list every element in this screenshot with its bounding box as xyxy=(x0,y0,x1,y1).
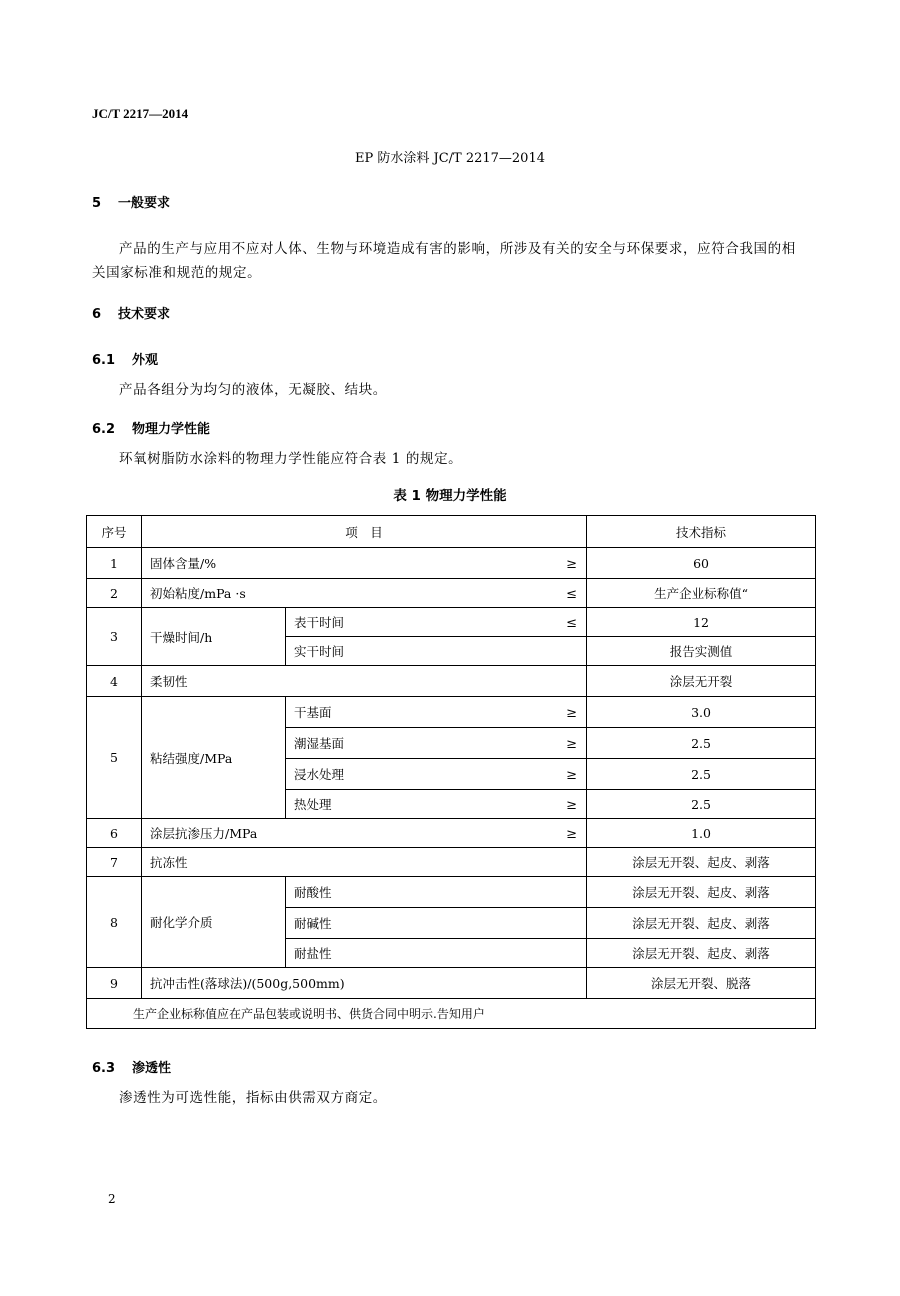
section-number: 6.3 xyxy=(92,1061,116,1076)
comparison-operator: ≥ xyxy=(566,827,578,842)
comparison-operator: ≥ xyxy=(566,798,578,813)
table-note-row xyxy=(87,999,816,1029)
section-6-3-body: 渗透性为可选性能，指标由供需双方商定。 xyxy=(119,1090,387,1106)
comparison-operator: ≥ xyxy=(566,706,578,721)
section-number: 6.2 xyxy=(92,422,116,437)
table-row xyxy=(87,877,816,908)
table-row xyxy=(87,697,816,728)
row-value: 2.5 xyxy=(587,728,816,759)
row-value: 生产企业标称值“ xyxy=(587,579,816,608)
header-item: 项 目 xyxy=(142,516,587,548)
subitem-label: 潮湿基面 xyxy=(294,736,345,751)
item-label: 涂层抗渗压力/MPa xyxy=(150,826,258,841)
section-title: 渗透性 xyxy=(132,1061,172,1076)
section-title: 外观 xyxy=(132,353,159,368)
row-seq: 1 xyxy=(87,548,142,579)
item-label: 固体含量/% xyxy=(150,556,217,571)
section-5-body: 产品的生产与应用不应对人体、生物与环境造成有害的影响，所涉及有关的安全与环保要求，应符合我国的相关国家标准和规范的规定。 xyxy=(92,241,796,281)
row-subitem: 实干时间 xyxy=(286,637,587,666)
comparison-operator: ≥ xyxy=(566,737,578,752)
row-seq: 8 xyxy=(87,877,142,968)
table-row xyxy=(87,548,816,579)
row-seq: 7 xyxy=(87,848,142,877)
section-6-1-body: 产品各组分为均匀的液体，无凝胶、结块。 xyxy=(119,382,387,398)
row-value: 2.5 xyxy=(587,759,816,790)
table-header-row xyxy=(87,516,816,548)
table-row xyxy=(87,579,816,608)
row-subitem: 耐酸性 xyxy=(286,877,587,908)
page-number: 2 xyxy=(108,1192,116,1206)
row-seq: 4 xyxy=(87,666,142,697)
section-number: 6.1 xyxy=(92,353,116,368)
table-caption: 表 1 物理力学性能 xyxy=(393,488,507,504)
header-seq: 序号 xyxy=(87,516,142,548)
section-title: 物理力学性能 xyxy=(132,422,211,437)
subitem-label: 干基面 xyxy=(294,705,332,720)
table-row xyxy=(87,666,816,697)
section-6-2-heading xyxy=(92,418,210,437)
row-item: 干燥时间/h xyxy=(142,608,286,666)
row-subitem: 耐碱性 xyxy=(286,908,587,939)
row-item: 耐化学介质 xyxy=(142,877,286,968)
row-value: 涂层无开裂、脱落 xyxy=(587,968,816,999)
item-label: 初始粘度/mPa ·s xyxy=(150,586,246,601)
properties-table xyxy=(86,515,816,1029)
row-value: 2.5 xyxy=(587,790,816,819)
section-6-2-body: 环氧树脂防水涂料的物理力学性能应符合表 1 的规定。 xyxy=(119,451,463,467)
row-value: 涂层无开裂、起皮、剥落 xyxy=(587,939,816,968)
row-item: 抗冲击性(落球法)/(500g,500mm) xyxy=(142,968,587,999)
comparison-operator: ≤ xyxy=(566,587,578,602)
row-item xyxy=(142,548,587,579)
header-spec: 技术指标 xyxy=(587,516,816,548)
subitem-label: 浸水处理 xyxy=(294,767,345,782)
row-subitem xyxy=(286,697,587,728)
standard-code: JC/T 2217—2014 xyxy=(92,106,189,121)
table-row xyxy=(87,968,816,999)
row-value: 涂层无开裂 xyxy=(587,666,816,697)
section-number: 5 xyxy=(92,196,102,211)
section-6-1-heading xyxy=(92,349,158,368)
row-item: 抗冻性 xyxy=(142,848,587,877)
row-item xyxy=(142,819,587,848)
section-6-heading xyxy=(92,303,170,322)
row-item: 粘结强度/MPa xyxy=(142,697,286,819)
section-5-heading xyxy=(92,192,170,211)
row-value: 涂层无开裂、起皮、剥落 xyxy=(587,877,816,908)
row-value: 报告实测值 xyxy=(587,637,816,666)
table-row xyxy=(87,848,816,877)
table-row xyxy=(87,819,816,848)
row-value: 3.0 xyxy=(587,697,816,728)
row-item: 柔韧性 xyxy=(142,666,587,697)
table-footnote: 生产企业标称值应在产品包装或说明书、供货合同中明示.告知用户 xyxy=(87,999,816,1029)
row-value: 涂层无开裂、起皮、剥落 xyxy=(587,908,816,939)
table-row xyxy=(87,608,816,637)
row-value: 12 xyxy=(587,608,816,637)
subitem-label: 表干时间 xyxy=(294,615,345,630)
row-value: 1.0 xyxy=(587,819,816,848)
row-seq: 3 xyxy=(87,608,142,666)
section-6-3-heading xyxy=(92,1057,171,1076)
row-value: 60 xyxy=(587,548,816,579)
row-seq: 2 xyxy=(87,579,142,608)
row-seq: 9 xyxy=(87,968,142,999)
row-seq: 6 xyxy=(87,819,142,848)
row-subitem xyxy=(286,790,587,819)
section-number: 6 xyxy=(92,307,102,322)
document-title: EP 防水涂料 JC/T 2217—2014 xyxy=(354,151,545,166)
row-seq: 5 xyxy=(87,697,142,819)
row-subitem xyxy=(286,728,587,759)
comparison-operator: ≥ xyxy=(566,557,578,572)
section-title: 技术要求 xyxy=(118,307,171,322)
row-value: 涂层无开裂、起皮、剥落 xyxy=(587,848,816,877)
section-title: 一般要求 xyxy=(118,196,171,211)
row-item xyxy=(142,579,587,608)
row-subitem: 耐盐性 xyxy=(286,939,587,968)
subitem-label: 热处理 xyxy=(294,797,332,812)
row-subitem xyxy=(286,759,587,790)
row-subitem xyxy=(286,608,587,637)
comparison-operator: ≤ xyxy=(566,616,578,631)
comparison-operator: ≥ xyxy=(566,768,578,783)
